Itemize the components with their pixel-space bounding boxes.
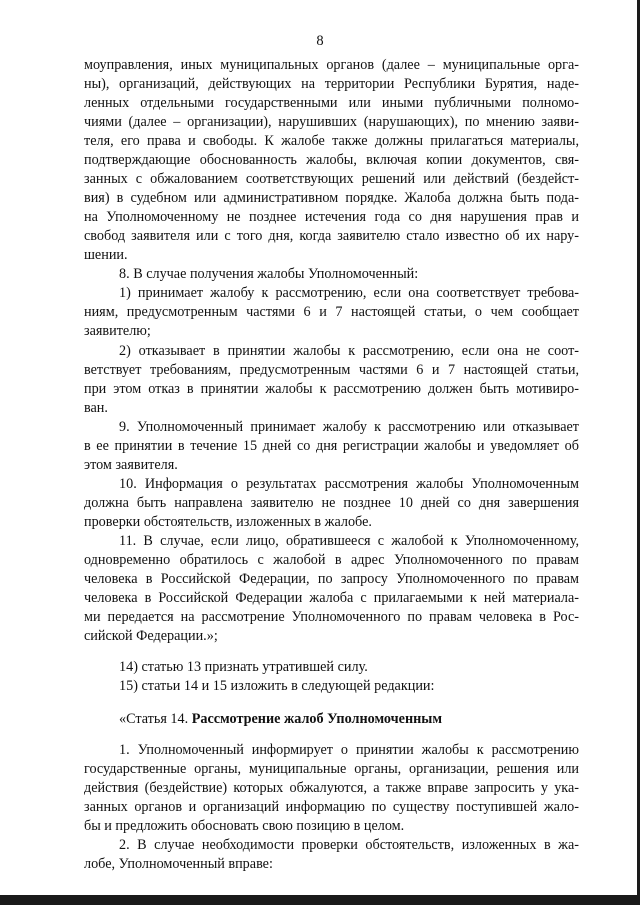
text-line: моуправления, иных муниципальных органов (далее – муниципальные орга- [84, 57, 579, 73]
article-14-prefix: «Статья 14. [119, 711, 192, 727]
amendment-15: 15) статьи 14 и 15 изложить в следующей редакции: [119, 678, 435, 694]
text-line: 11. В случае, если лицо, обратившееся с жалобой к Уполномоченному, [119, 533, 579, 549]
text-line: заявителю; [84, 323, 151, 339]
text-line: должна быть направлена заявителю не позднее 10 дней со дня завершения [84, 495, 579, 511]
text-line: чиями (далее – организации), нарушивших (нарушающих), по мнению заяви- [84, 114, 579, 130]
text-line: ленных отдельными государственными или иными публичными полномо- [84, 95, 579, 111]
text-line: 2) отказывает в принятии жалобы к рассмотрению, если она не соот- [119, 343, 579, 359]
text-line: занных органов и организаций информацию по существу поступившей жало- [84, 799, 579, 815]
text-line: проверки обстоятельств, изложенных в жалобе. [84, 514, 372, 530]
amendment-14: 14) статью 13 признать утратившей силу. [119, 659, 368, 675]
text-line: ми передается на рассмотрение Уполномоченного по правам человека в Рос- [84, 609, 579, 625]
text-line: подтверждающие обоснованность жалобы, включая копии документов, свя- [84, 152, 579, 168]
text-line: шении. [84, 247, 128, 263]
text-line: 1. Уполномоченный информирует о принятии жалобы к рассмотрению [119, 742, 579, 758]
text-line: ны), организаций, действующих на территории Республики Бурятия, наде- [84, 76, 579, 92]
article-14-title: Рассмотрение жалоб Уполномоченным [191, 711, 443, 727]
text-line: человека в Российской Федерации, по запросу Уполномоченного по правам [84, 571, 579, 587]
text-line: сийской Федерации.»; [84, 628, 218, 644]
text-line: государственные органы, муниципальные органы, организации, решения или [84, 761, 579, 777]
page-number: 8 [316, 33, 324, 49]
article-14-heading [119, 710, 442, 729]
text-line: при этом отказ в принятии жалобы к рассмотрению должен быть мотивиро- [84, 381, 579, 397]
text-line: занных с обжалованием соответствующих решений или действий (бездейст- [84, 171, 579, 187]
text-line: свобод заявителя или с того дня, когда заявителю стало известно об их нару- [84, 228, 579, 244]
text-line: на Уполномоченному не позднее истечения года со дня нарушения прав и [84, 209, 579, 225]
text-line: 9. Уполномоченный принимает жалобу к рассмотрению или отказывает [119, 419, 579, 435]
text-line: вия) в судебном или административном порядке. Жалоба должна быть пода- [84, 190, 579, 206]
text-line: в ее принятии в течение 15 дней со дня регистрации жалобы и уведомляет об [84, 438, 579, 454]
text-line: ван. [84, 400, 108, 416]
text-line: 1) принимает жалобу к рассмотрению, если она соответствует требова- [119, 285, 579, 301]
item-8-heading: 8. В случае получения жалобы Уполномоченный: [119, 266, 419, 282]
text-line: действия (бездействие) которых обжалуются, а также вправе запросить у ука- [84, 780, 579, 796]
scan-edge-bottom [0, 895, 640, 905]
text-line: 10. Информация о результатах рассмотрения жалобы Уполномоченным [119, 476, 579, 492]
text-line: 2. В случае необходимости проверки обстоятельств, изложенных в жа- [119, 837, 579, 853]
text-line: ветствует требованиям, предусмотренным частями 6 и 7 настоящей статьи, [84, 362, 579, 378]
text-line: теля, его права и свободы. К жалобе также должны прилагаться материалы, [84, 133, 579, 149]
text-line: ниям, предусмотренным частями 6 и 7 настоящей статьи, о чем сообщает [84, 304, 579, 320]
text-line: лобе, Уполномоченный вправе: [84, 856, 273, 872]
text-line: бы и предложить обосновать свою позицию в целом. [84, 818, 405, 834]
text-line: человека в Российской Федерации жалоба с прилагаемыми к ней материала- [84, 590, 579, 606]
text-line: одновременно обратилось с жалобой в адрес Уполномоченного по правам [84, 552, 579, 568]
text-line: этом заявителя. [84, 457, 178, 473]
